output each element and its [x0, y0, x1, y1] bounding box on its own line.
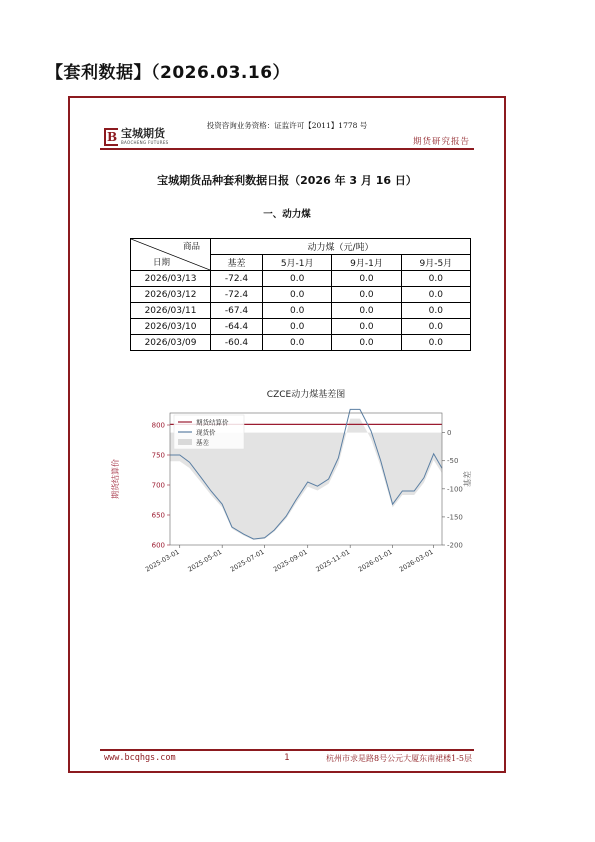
logo-name-cn: 宝城期货 [121, 127, 165, 140]
value-cell: 0.0 [263, 303, 332, 319]
date-cell: 2026/03/13 [131, 271, 211, 287]
x-tick-label: 2025-07-01 [228, 547, 266, 574]
right-tick-label: -100 [447, 485, 463, 494]
chart-title: CZCE动力煤基差图 [266, 390, 346, 400]
value-cell: 0.0 [263, 335, 332, 351]
report-page [68, 96, 506, 773]
value-cell: 0.0 [263, 319, 332, 335]
x-tick-label: 2026-01-01 [356, 547, 394, 574]
table-corner-cell [131, 239, 211, 271]
legend-entry: 现货价 [196, 428, 216, 437]
value-cell: 0.0 [332, 287, 401, 303]
right-tick-label: -150 [447, 513, 463, 522]
left-tick-label: 700 [151, 481, 165, 490]
value-cell: 0.0 [401, 335, 470, 351]
legend-swatch-basis [178, 439, 192, 445]
value-cell: 0.0 [263, 271, 332, 287]
logo-name-en: BAOCHENG FUTURES [121, 140, 169, 145]
company-logo [104, 128, 169, 146]
date-cell: 2026/03/11 [131, 303, 211, 319]
page-title: 【套利数据】（2026.03.16） [46, 63, 291, 83]
value-cell: -72.4 [211, 271, 263, 287]
corner-label-commodity: 商品 [182, 242, 200, 252]
basis-chart-svg [104, 381, 484, 601]
footer-address: 杭州市求是路8号公元大厦东南裙楼1-5层 [326, 754, 472, 763]
value-cell: -72.4 [211, 287, 263, 303]
right-tick-label: -50 [447, 457, 459, 466]
y-axis-label-right: 基差 [463, 471, 472, 487]
x-tick-label: 2025-05-01 [186, 547, 224, 574]
section-title: 一、动力煤 [263, 209, 311, 220]
value-cell: 0.0 [332, 271, 401, 287]
right-tick-label: 0 [447, 429, 452, 438]
basis-chart [104, 381, 484, 601]
column-header: 5月-1月 [263, 255, 332, 271]
value-cell: 0.0 [332, 303, 401, 319]
value-cell: -64.4 [211, 319, 263, 335]
report-title: 宝城期货品种套利数据日报（2026 年 3 月 16 日） [157, 174, 417, 187]
value-cell: 0.0 [401, 303, 470, 319]
value-cell: 0.0 [401, 271, 470, 287]
column-header: 基差 [211, 255, 263, 271]
page-number: 1 [284, 753, 290, 763]
value-cell: 0.0 [332, 335, 401, 351]
value-cell: 0.0 [263, 287, 332, 303]
left-tick-label: 800 [151, 421, 165, 430]
legend-entry: 基差 [196, 438, 209, 447]
legend-entry: 期货结算价 [196, 418, 229, 427]
table-row [131, 319, 471, 335]
table-row [131, 303, 471, 319]
report-type: 期货研究报告 [412, 137, 470, 147]
right-tick-label: -200 [447, 541, 463, 550]
left-tick-label: 600 [151, 541, 165, 550]
value-cell: 0.0 [332, 319, 401, 335]
column-header: 9月-5月 [401, 255, 470, 271]
value-cell: -67.4 [211, 303, 263, 319]
value-cell: -60.4 [211, 335, 263, 351]
corner-label-date: 日期 [153, 258, 171, 268]
date-cell: 2026/03/10 [131, 319, 211, 335]
date-cell: 2026/03/09 [131, 335, 211, 351]
x-tick-label: 2025-11-01 [314, 547, 352, 574]
arbitrage-table [130, 238, 471, 351]
left-tick-label: 750 [151, 451, 165, 460]
value-cell: 0.0 [401, 287, 470, 303]
group-header: 动力煤（元/吨） [211, 239, 471, 255]
x-tick-label: 2026-03-01 [397, 547, 435, 574]
footer-website[interactable]: www.bcqhgs.com [104, 753, 176, 763]
y-axis-label-left: 期货结算价 [111, 459, 120, 499]
header-divider [100, 148, 474, 150]
date-cell: 2026/03/12 [131, 287, 211, 303]
column-header: 9月-1月 [332, 255, 401, 271]
table-row [131, 287, 471, 303]
left-tick-label: 650 [151, 511, 165, 520]
logo-mark: B [104, 128, 118, 146]
footer-divider [100, 749, 474, 751]
value-cell: 0.0 [401, 319, 470, 335]
x-tick-label: 2025-03-01 [144, 547, 181, 574]
table-row [131, 271, 471, 287]
qualification-text: 投资咨询业务资格：证监许可【2011】1778 号 [206, 121, 368, 130]
x-tick-label: 2025-09-01 [272, 547, 309, 574]
table-row [131, 335, 471, 351]
